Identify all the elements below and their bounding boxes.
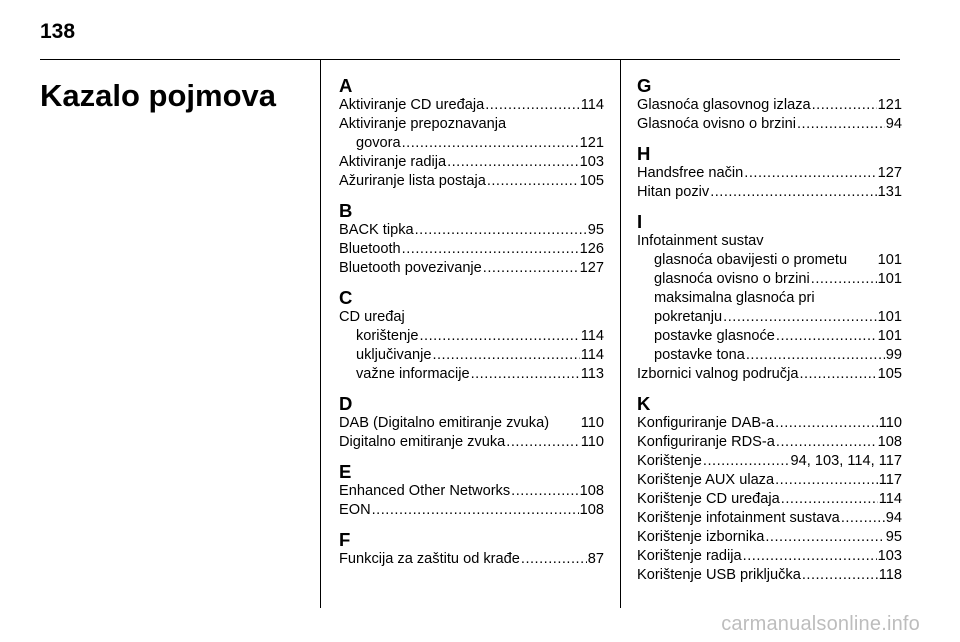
dot-leader	[506, 433, 579, 452]
section-letter: B	[339, 200, 353, 221]
index-entry[interactable]	[637, 164, 902, 183]
entry-text: Korištenje infotainment sustava	[637, 510, 840, 526]
index-entry	[339, 308, 604, 327]
index-section	[339, 288, 604, 384]
entry-page-ref[interactable]: 114	[580, 347, 604, 363]
section-letter: H	[637, 143, 651, 164]
entry-page-ref[interactable]: 105	[877, 366, 902, 382]
index-entry[interactable]	[339, 134, 604, 153]
entry-text: BACK tipka	[339, 222, 414, 238]
entry-text: Infotainment sustav	[637, 233, 764, 249]
entry-text: Aktiviranje prepoznavanja	[339, 116, 507, 132]
entry-page-ref[interactable]: 108	[579, 483, 604, 499]
section-letter: C	[339, 287, 353, 308]
index-entry[interactable]	[637, 414, 902, 433]
entry-page-ref[interactable]: 114	[878, 491, 902, 507]
entry-text: CD uređaj	[339, 309, 405, 325]
entry-page-ref[interactable]: 127	[877, 165, 902, 181]
entry-text: Bluetooth	[339, 241, 401, 257]
entry-page-ref[interactable]: 121	[877, 97, 902, 113]
index-subentry[interactable]	[637, 308, 902, 327]
column-divider	[620, 60, 621, 608]
dot-leader	[797, 115, 885, 134]
entry-text: maksimalna glasnoća pri	[654, 290, 815, 306]
section-letter: F	[339, 529, 351, 550]
entry-page-ref[interactable]: 94, 103, 114, 117	[790, 453, 902, 469]
index-column-2	[637, 74, 902, 585]
dot-leader	[402, 240, 579, 259]
section-letter: G	[637, 75, 652, 96]
index-entry[interactable]	[339, 221, 604, 240]
dot-leader	[521, 550, 587, 569]
dot-leader	[811, 270, 877, 289]
entry-page-ref[interactable]: 118	[878, 567, 902, 583]
entry-text: Ažuriranje lista postaja	[339, 173, 486, 189]
dot-leader	[812, 96, 877, 115]
entry-text: važne informacije	[356, 366, 470, 382]
section-letter: D	[339, 393, 353, 414]
entry-text: Bluetooth povezivanje	[339, 260, 482, 276]
dot-leader	[799, 365, 876, 384]
entry-page-ref[interactable]: 108	[877, 434, 902, 450]
entry-text: postavke glasnoće	[654, 328, 775, 344]
index-entry[interactable]	[637, 566, 902, 585]
index-title: Kazalo pojmova	[40, 78, 276, 113]
entry-text: Korištenje AUX ulaza	[637, 472, 775, 488]
index-entry[interactable]	[637, 528, 902, 547]
column-divider	[320, 60, 321, 608]
dot-leader	[776, 433, 877, 452]
index-subentry[interactable]	[637, 327, 902, 346]
index-entry[interactable]	[339, 414, 604, 433]
index-entry[interactable]	[339, 96, 604, 115]
section-letter: E	[339, 461, 352, 482]
index-entry[interactable]	[339, 153, 604, 172]
index-section	[637, 76, 902, 134]
index-subentry[interactable]	[637, 251, 902, 270]
index-entry[interactable]	[637, 183, 902, 202]
index-column-1	[339, 74, 604, 569]
entry-text: Korištenje radija	[637, 548, 742, 564]
index-entry[interactable]	[637, 547, 902, 566]
entry-page-ref[interactable]: 103	[877, 548, 902, 564]
page-number: 138	[40, 20, 76, 43]
entry-page-ref[interactable]: 94	[885, 116, 902, 132]
index-subentry[interactable]	[637, 270, 902, 289]
dot-leader	[743, 547, 877, 566]
index-subentry[interactable]	[339, 346, 604, 365]
entry-text: Glasnoća glasovnog izlaza	[637, 97, 811, 113]
dot-leader	[746, 346, 885, 365]
index-section	[637, 394, 902, 585]
dot-leader	[802, 566, 878, 585]
dot-leader	[372, 501, 579, 520]
index-entry[interactable]	[637, 96, 902, 115]
index-entry[interactable]	[637, 509, 902, 528]
index-subentry[interactable]	[637, 346, 902, 365]
index-entry[interactable]	[637, 115, 902, 134]
index-entry[interactable]	[637, 452, 902, 471]
dot-leader	[471, 365, 580, 384]
entry-page-ref[interactable]: 110	[580, 415, 604, 431]
dot-leader	[485, 96, 580, 115]
entry-text: Korištenje	[637, 453, 702, 469]
index-entry[interactable]	[339, 550, 604, 569]
index-entry[interactable]	[339, 259, 604, 278]
watermark: carmanualsonline.info	[721, 613, 920, 635]
entry-page-ref[interactable]: 110	[878, 415, 902, 431]
dot-leader	[776, 327, 877, 346]
dot-leader	[765, 528, 884, 547]
entry-text: Hitan poziv	[637, 184, 710, 200]
entry-text: Izbornici valnog područja	[637, 366, 799, 382]
entry-text: govora	[356, 135, 401, 151]
entry-text: Handsfree način	[637, 165, 744, 181]
entry-page-ref[interactable]: 99	[885, 347, 902, 363]
index-entry[interactable]	[637, 490, 902, 509]
index-subentry	[637, 289, 902, 308]
entry-page-ref[interactable]: 114	[580, 97, 604, 113]
dot-leader	[781, 490, 878, 509]
entry-text: Korištenje CD uređaja	[637, 491, 780, 507]
dot-leader	[775, 471, 878, 490]
index-section	[339, 462, 604, 520]
index-section	[339, 394, 604, 452]
index-entry[interactable]	[637, 433, 902, 452]
entry-page-ref[interactable]: 117	[878, 472, 902, 488]
entry-page-ref[interactable]: 121	[579, 135, 604, 151]
section-letter: K	[637, 393, 651, 414]
dot-leader	[775, 414, 878, 433]
dot-leader	[841, 509, 885, 528]
index-entry[interactable]	[339, 240, 604, 259]
dot-leader	[744, 164, 876, 183]
section-letter: I	[637, 211, 643, 232]
entry-page-ref[interactable]: 101	[877, 309, 902, 325]
index-entry	[339, 115, 604, 134]
entry-page-ref[interactable]: 101	[877, 252, 902, 268]
entry-page-ref[interactable]: 108	[579, 502, 604, 518]
entry-page-ref[interactable]: 94	[885, 510, 902, 526]
index-entry[interactable]	[339, 172, 604, 191]
index-entry[interactable]	[637, 471, 902, 490]
index-subentry[interactable]	[339, 327, 604, 346]
entry-text: glasnoća obavijesti o prometu	[654, 252, 848, 268]
entry-page-ref[interactable]: 87	[587, 551, 604, 567]
entry-text: Konfiguriranje DAB-a	[637, 415, 775, 431]
entry-text: pokretanju	[654, 309, 723, 325]
dot-leader	[723, 308, 876, 327]
entry-page-ref[interactable]: 101	[877, 271, 902, 287]
header-rule	[40, 59, 900, 60]
entry-text: Konfiguriranje RDS-a	[637, 434, 775, 450]
dot-leader	[447, 153, 579, 172]
section-letter: A	[339, 75, 353, 96]
entry-text: Korištenje USB priključka	[637, 567, 801, 583]
entry-text: Korištenje izbornika	[637, 529, 765, 545]
dot-leader	[415, 221, 587, 240]
entry-text: Glasnoća ovisno o brzini	[637, 116, 796, 132]
entry-text: Funkcija za zaštitu od krađe	[339, 551, 520, 567]
entry-text: EON	[339, 502, 371, 518]
dot-leader	[402, 134, 579, 153]
entry-page-ref[interactable]: 95	[587, 222, 604, 238]
entry-text: Aktiviranje CD uređaja	[339, 97, 485, 113]
index-section	[637, 144, 902, 202]
entry-text: Aktiviranje radija	[339, 154, 447, 170]
dot-leader	[432, 346, 579, 365]
index-section	[637, 212, 902, 384]
index-entry[interactable]	[339, 501, 604, 520]
index-entry[interactable]	[339, 433, 604, 452]
index-entry	[637, 232, 902, 251]
entry-page-ref[interactable]: 101	[877, 328, 902, 344]
index-entry[interactable]	[637, 365, 902, 384]
dot-leader	[511, 482, 578, 501]
dot-leader	[710, 183, 876, 202]
entry-text: uključivanje	[356, 347, 432, 363]
entry-page-ref[interactable]: 110	[580, 434, 604, 450]
entry-page-ref[interactable]: 131	[877, 184, 902, 200]
entry-page-ref[interactable]: 114	[580, 328, 604, 344]
entry-page-ref[interactable]: 95	[885, 529, 902, 545]
entry-text: korištenje	[356, 328, 419, 344]
entry-text: postavke tona	[654, 347, 745, 363]
index-section	[339, 201, 604, 278]
entry-page-ref[interactable]: 126	[579, 241, 604, 257]
index-section	[339, 530, 604, 569]
dot-leader	[483, 259, 579, 278]
index-subentry[interactable]	[339, 365, 604, 384]
entry-text: glasnoća ovisno o brzini	[654, 271, 810, 287]
index-entry[interactable]	[339, 482, 604, 501]
entry-text: Enhanced Other Networks	[339, 483, 511, 499]
entry-page-ref[interactable]: 113	[580, 366, 604, 382]
index-section	[339, 76, 604, 191]
entry-page-ref[interactable]: 103	[579, 154, 604, 170]
entry-text: Digitalno emitiranje zvuka	[339, 434, 506, 450]
entry-page-ref[interactable]: 105	[579, 173, 604, 189]
dot-leader	[487, 172, 579, 191]
entry-text: DAB (Digitalno emitiranje zvuka)	[339, 415, 550, 431]
entry-page-ref[interactable]: 127	[579, 260, 604, 276]
dot-leader	[419, 327, 579, 346]
dot-leader	[703, 452, 790, 471]
